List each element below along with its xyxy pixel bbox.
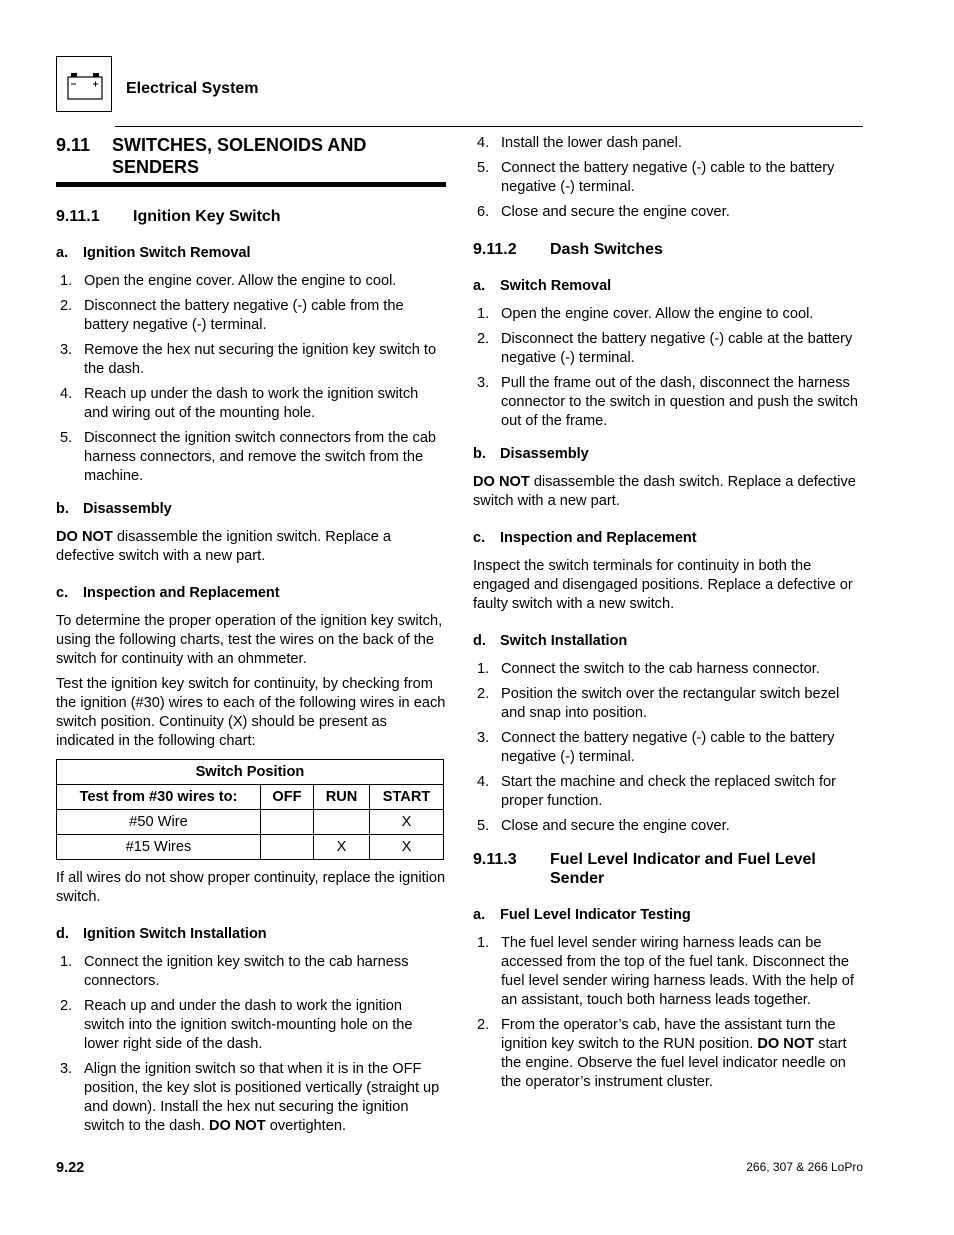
fuel-testing-steps xyxy=(473,934,865,1092)
heading-d: d. Ignition Switch Installation xyxy=(56,926,267,942)
heading-a: a. Switch Removal xyxy=(473,278,612,294)
list-item: 5. Connect the battery negative (-) cable to the battery negative (-) terminal. xyxy=(477,160,835,195)
switch-removal-steps xyxy=(473,305,865,431)
list-item: 5. Disconnect the ignition switch connectors from the cab harness connectors, and remove the switch from the machine. xyxy=(60,430,437,484)
heading-a: a. Fuel Level Indicator Testing xyxy=(473,907,691,923)
heading-b: b. Disassembly xyxy=(473,446,589,462)
table-header: Test from #30 wires to: xyxy=(57,785,261,810)
list-item: 4. Reach up under the dash to work the ignition switch and wiring out of the mounting hole. xyxy=(60,386,419,421)
disassembly-note: DO NOT disassemble the ignition switch. Replace a defective switch with a new part. xyxy=(56,529,392,564)
continuity-table xyxy=(56,759,444,860)
subsection-title-text: Ignition Key Switch xyxy=(133,208,281,225)
disassembly-note: DO NOT disassemble the dash switch. Replace a defective switch with a new part. xyxy=(473,474,856,509)
table-caption: Switch Position xyxy=(57,760,444,785)
paragraph: To determine the proper operation of the ignition key switch, using the following charts, test the wires on the back of the switch for continuity with an ohmmeter. xyxy=(56,613,443,667)
list-item: 3. Remove the hex nut securing the ignition key switch to the dash. xyxy=(60,342,437,377)
installation-steps xyxy=(56,953,446,1136)
list-item: 1. The fuel level sender wiring harness leads can be accessed from the top of the fuel tank. Disconnect the fuel level sender wiring harness leads. With the help of an assistant, touch both harness leads together. xyxy=(477,935,854,1008)
section-number: 9.11 xyxy=(56,135,91,155)
heading-b: b. Disassembly xyxy=(56,501,172,517)
list-item: 2. Disconnect the battery negative (-) cable at the battery negative (-) terminal. xyxy=(477,331,853,366)
list-item: 1. Open the engine cover. Allow the engine to cool. xyxy=(60,273,397,289)
list-item: 3. Pull the frame out of the dash, disconnect the harness connector to the switch in question and push the switch out of the frame. xyxy=(477,375,858,429)
footer-models: 266, 307 & 266 LoPro xyxy=(746,1160,863,1174)
paragraph: Test the ignition key switch for continuity, by checking from the ignition (#30) wires to each of the following wires in each switch position. Continuity (X) should be present as indicated in the following chart: xyxy=(56,676,446,749)
list-item: 5. Close and secure the engine cover. xyxy=(477,818,730,834)
table-row: #50 Wire X xyxy=(57,810,444,835)
list-item: 4. Install the lower dash panel. xyxy=(477,135,682,151)
table-header: OFF xyxy=(261,785,314,810)
heading-d: d. Switch Installation xyxy=(473,633,628,649)
table-row: #15 Wires X X xyxy=(57,835,444,860)
section-title xyxy=(56,134,446,178)
page-number: 9.22 xyxy=(56,1160,85,1176)
heading-text: Ignition Switch Removal xyxy=(83,245,251,261)
paragraph: Inspect the switch terminals for continuity in both the engaged and disengaged positions. Replace a defective or faulty switch with a new switch. xyxy=(473,558,853,612)
list-item: 2. Position the switch over the rectangular switch bezel and snap into position. xyxy=(477,686,840,721)
list-item: 3. Connect the battery negative (-) cable to the battery negative (-) terminal. xyxy=(477,730,835,765)
table-header: RUN xyxy=(314,785,370,810)
section-title-text: SWITCHES, SOLENOIDS AND SENDERS xyxy=(112,135,367,177)
heading-c: c. Inspection and Replacement xyxy=(56,585,280,601)
section-rule xyxy=(56,182,446,187)
list-item: 2. From the operator’s cab, have the assistant turn the ignition key switch to the RUN position. DO NOT start the engine. Observe the fuel level indicator needle on the operator’s instrument cluster. xyxy=(477,1017,847,1090)
list-item: 1. Connect the ignition key switch to the cab harness connectors. xyxy=(60,954,409,989)
installation-steps-continued xyxy=(473,134,865,222)
subsection-title: 9.11.2 Dash Switches xyxy=(473,241,663,258)
list-item: 2. Reach up and under the dash to work the ignition switch into the ignition switch-mounting hole on the lower right side of the dash. xyxy=(60,998,413,1052)
list-item: 3. Align the ignition switch so that when it is in the OFF position, the key slot is positioned vertically (straight up and down). Install the hex nut securing the ignition switch to the dash. DO NOT overtighten. xyxy=(60,1061,440,1134)
heading-a xyxy=(56,244,446,262)
list-item: 1. Open the engine cover. Allow the engine to cool. xyxy=(477,306,814,322)
list-item: 1. Connect the switch to the cab harness connector. xyxy=(477,661,820,677)
subsection-title xyxy=(56,207,446,226)
header-rule xyxy=(115,126,863,127)
table-header-row xyxy=(57,785,444,810)
subsection-title: 9.11.3 Fuel Level Indicator and Fuel Level Sender xyxy=(473,851,816,887)
list-item: 6. Close and secure the engine cover. xyxy=(477,204,730,220)
left-column xyxy=(56,134,446,1142)
right-column xyxy=(473,134,865,1098)
removal-steps xyxy=(56,272,446,486)
list-item: 2. Disconnect the battery negative (-) cable from the battery negative (-) terminal. xyxy=(60,298,404,333)
subsection-number: 9.11.1 xyxy=(56,208,100,225)
paragraph: If all wires do not show proper continuity, replace the ignition switch. xyxy=(56,870,446,905)
heading-c: c. Inspection and Replacement xyxy=(473,530,697,546)
list-item: 4. Start the machine and check the replaced switch for proper function. xyxy=(477,774,837,809)
heading-letter: a. xyxy=(56,245,69,261)
switch-installation-steps xyxy=(473,660,865,836)
battery-icon xyxy=(56,56,112,112)
table-header: START xyxy=(370,785,444,810)
header-title: Electrical System xyxy=(126,80,259,97)
